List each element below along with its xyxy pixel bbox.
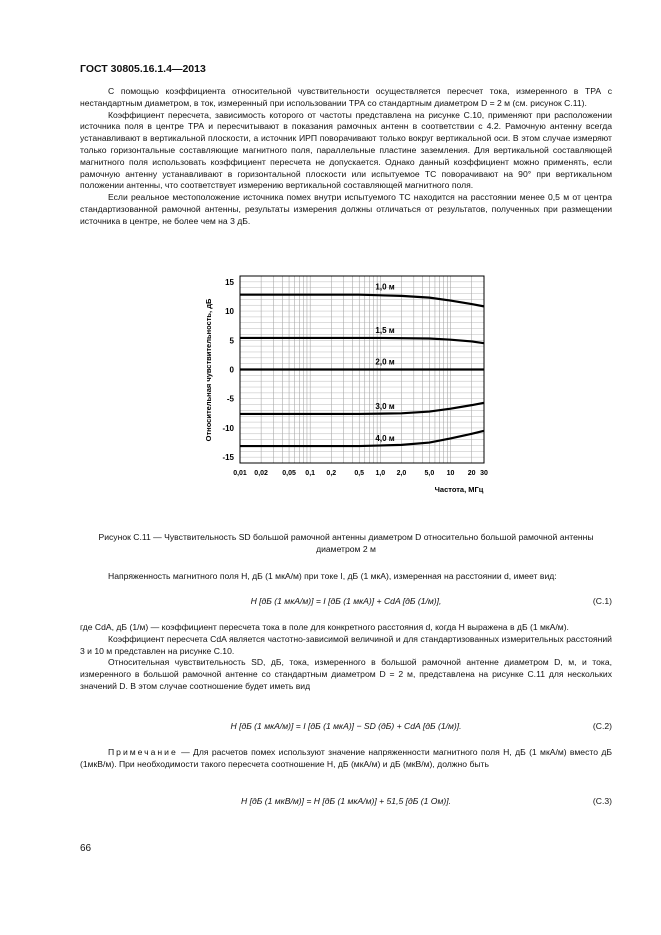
paragraph-4: Напряженность магнитного поля H, дБ (1 мкА/м) при токе I, дБ (1 мкА), измеренная на расстоянии d, имеет вид: (108, 571, 557, 581)
x-tick-label: 1,0 (375, 470, 386, 477)
page-number: 66 (80, 843, 92, 854)
series-label: 3,0 м (375, 401, 395, 411)
y-tick-label: 15 (225, 277, 234, 287)
x-tick-label: 0,02 (254, 470, 268, 477)
y-tick-label: 5 (229, 336, 234, 346)
x-tick-label: 0,1 (305, 470, 316, 477)
explanation-text (80, 622, 612, 693)
document-header: ГОСТ 30805.16.1.4—2013 (80, 63, 206, 75)
x-tick-label: 2,0 (396, 470, 407, 477)
y-tick-label: -5 (226, 394, 234, 404)
x-axis-label: Частота, МГц (434, 485, 484, 494)
equation-c3-formula: H [дБ (1 мкВ/м)] = H [дБ (1 мкА/м)] + 51,5 [дБ (1 Ом)]. (241, 796, 451, 806)
series-label: 2,0 м (375, 357, 395, 367)
series-label: 1,5 м (375, 325, 395, 335)
figure-caption: Рисунок С.11 — Чувствительность SD большой рамочной антенны диаметром D относительно большой рамочной антенны диаметром 2 м (98, 532, 594, 554)
x-tick-label: 0,05 (282, 470, 296, 477)
x-tick-label: 0,5 (354, 470, 365, 477)
paragraph-1: С помощью коэффициента относительной чувствительности осуществляется пересчет тока, измеренного в ТРА с нестандартным диаметром, в ток, измеренный при использовании ТРА со стандартным диаметром D = 2 м (см. рисунок С.11). (80, 86, 612, 108)
series-label: 4,0 м (375, 434, 395, 444)
paragraph-6: Коэффициент пересчета CdA является частотно-зависимой величиной и для стандартизованных измерительных расстояний 3 и 10 м представлен на рисунке С.10. (80, 633, 612, 656)
sensitivity-chart (0, 268, 661, 528)
paragraph-5: где CdA, дБ (1/м) — коэффициент пересчета тока в поле для конкретного расстояния d, когда H выражена в дБ (1 мкА/м). (80, 622, 569, 632)
x-tick-label: 0,01 (233, 470, 247, 477)
equation-c2-number: (С.2) (592, 721, 612, 731)
note-paragraph (80, 747, 612, 771)
series-label: 1,0 м (375, 282, 395, 292)
x-tick-label: 20 (467, 470, 476, 477)
y-tick-label: 10 (225, 307, 234, 317)
x-tick-label: 0,2 (326, 470, 337, 477)
equation-c1-number: (С.1) (592, 596, 612, 606)
paragraph-2: Коэффициент пересчета, зависимость которого от частоты представлена на рисунке С.10, применяют при расположении источника поля в центре ТРА и пересчитывают в показания рамочных антенн в соответствии с 4.2. Рамочную антенну всегда устанавливают в вертикальной плоскости, а источник ИРП поворачивают только вокруг вертикальной оси. В этом случае измеряют только горизонтальные составляющие магнитного поля, параллельные пластине заземления. Для вертикальной составляющей магнитного поля использовать коэффициент пересчета не допускается. Однако данный коэффициент можно применять, если рамочную антенну устанавливают в горизонтальной плоскости или испытуемое ТС поворачивают на 90° при вертикальном положении антенны, что соответствует измерению вертикальной составляющей магнитного поля. (80, 109, 612, 191)
intro-text (80, 86, 612, 228)
equation-c3-number: (С.3) (592, 796, 612, 806)
note-body: — Для расчетов помех используют значение напряженности магнитного поля H, дБ (1 мкА/м) вместо дБ (1мкВ/м). При необходимости такого пересчета соотношение H, дБ (мкА/м) и дБ (мкВ/м), должно быть (80, 747, 612, 769)
after-figure-text (80, 571, 612, 583)
equation-c2-formula: H [дБ (1 мкА/м)] = I [дБ (1 мкА)] − SD (дБ) + CdA [дБ (1/м)]. (230, 721, 462, 731)
note-text (80, 747, 612, 771)
note-label: Примечание (108, 747, 178, 757)
y-tick-label: 0 (229, 365, 234, 375)
y-axis-label: Относительная чувствительность, дБ (204, 298, 213, 442)
y-tick-label: -15 (222, 453, 234, 463)
x-tick-label: 10 (446, 470, 455, 477)
x-tick-label: 30 (480, 470, 488, 477)
x-tick-label: 5,0 (424, 470, 435, 477)
paragraph-3: Если реальное местоположение источника помех внутри испытуемого ТС находится на расстоянии менее 0,5 м от центра стандартизованной рамочной антенны, результаты измерения должны отличаться от результатов, полученных при размещении источника в центре, не более чем на 3 дБ. (80, 192, 612, 226)
equation-c1-formula: H [дБ (1 мкА/м)] = I [дБ (1 мкА)] + CdA [дБ (1/м)], (250, 596, 442, 606)
y-tick-label: -10 (222, 423, 234, 433)
paragraph-7: Относительная чувствительность SD, дБ, тока, измеренного в большой рамочной антенне диаметром D, м, и тока, измеренного в большой рамочной антенне со стандартным диаметром D = 2 м, представлена на рисунке С.11 для нескольких значений D. В этом случае соотношение будет иметь вид (80, 657, 612, 691)
